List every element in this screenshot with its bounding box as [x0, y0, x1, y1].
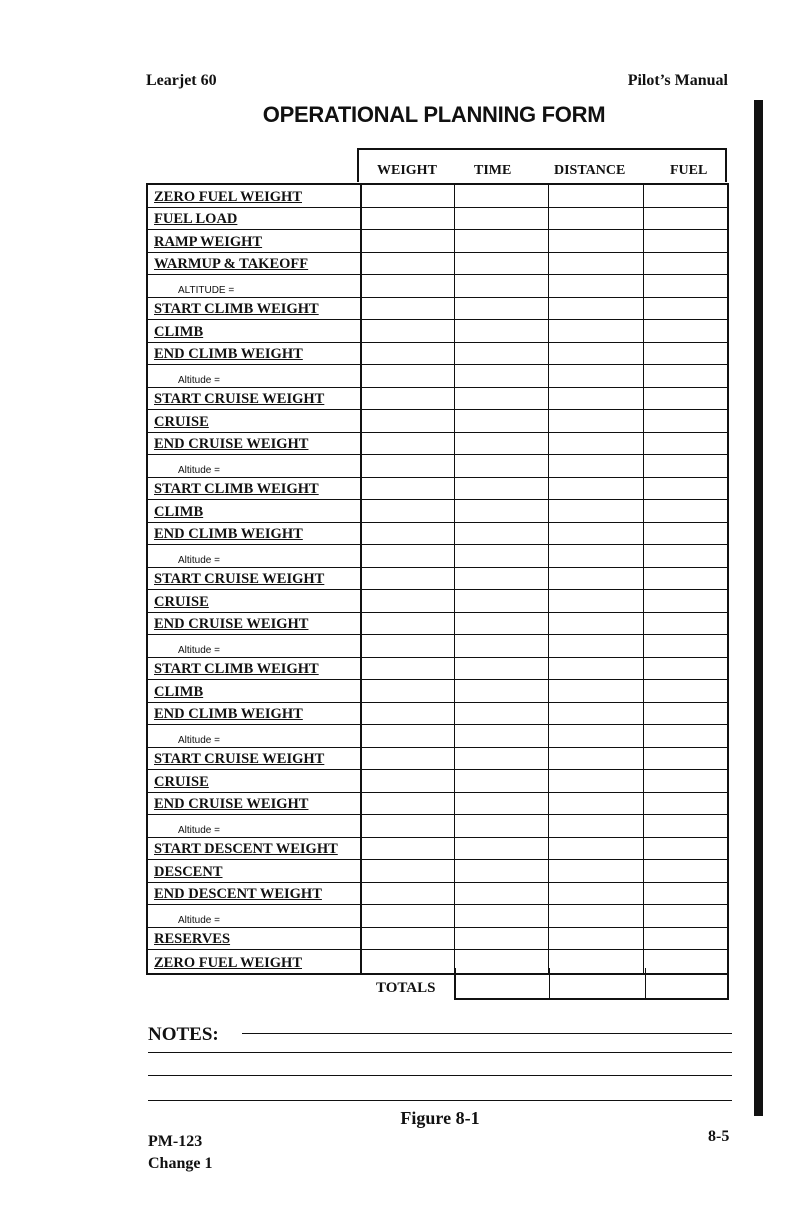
totals-row — [454, 968, 729, 1000]
column-distance: DISTANCE — [554, 163, 626, 178]
row-label-cell — [148, 500, 362, 522]
distance-cell[interactable] — [549, 815, 644, 837]
time-cell[interactable] — [455, 478, 549, 500]
weight-cell[interactable] — [362, 523, 455, 545]
row-label: CLIMB — [154, 323, 204, 340]
weight-cell[interactable] — [362, 275, 455, 297]
notes-line[interactable] — [148, 1100, 732, 1101]
form-row — [148, 185, 727, 208]
row-label-cell — [148, 613, 362, 635]
row-label-cell — [148, 635, 362, 657]
row-label: END CLIMB WEIGHT — [154, 526, 303, 542]
time-cell[interactable] — [455, 545, 549, 567]
weight-cell[interactable] — [362, 613, 455, 635]
fuel-cell[interactable] — [644, 680, 727, 702]
fuel-cell[interactable] — [644, 725, 727, 747]
column-header — [357, 148, 727, 182]
row-label-cell — [148, 298, 362, 320]
form-row — [148, 253, 727, 276]
time-cell[interactable] — [455, 635, 549, 657]
time-cell[interactable] — [455, 613, 549, 635]
fuel-cell[interactable] — [644, 388, 727, 410]
planning-table — [146, 183, 729, 975]
fuel-cell[interactable] — [644, 545, 727, 567]
fuel-cell[interactable] — [644, 455, 727, 477]
fuel-cell[interactable] — [644, 275, 727, 297]
distance-cell[interactable] — [549, 208, 644, 230]
row-label-cell — [148, 230, 362, 252]
fuel-cell[interactable] — [644, 815, 727, 837]
form-row — [148, 680, 727, 703]
change-bar — [754, 100, 763, 1116]
row-label-cell — [148, 703, 362, 725]
form-row — [148, 568, 727, 591]
row-label: CLIMB — [154, 683, 204, 700]
weight-cell[interactable] — [362, 838, 455, 860]
time-cell[interactable] — [455, 725, 549, 747]
form-row — [148, 883, 727, 906]
time-cell[interactable] — [455, 230, 549, 252]
time-cell[interactable] — [455, 253, 549, 275]
fuel-cell[interactable] — [644, 343, 727, 365]
fuel-cell[interactable] — [644, 500, 727, 522]
form-row — [148, 838, 727, 861]
change-number: Change 1 — [148, 1155, 213, 1172]
time-cell[interactable] — [455, 815, 549, 837]
manual-name: Pilot’s Manual — [627, 72, 728, 89]
time-cell[interactable] — [455, 905, 549, 927]
row-label: RESERVES — [154, 931, 231, 947]
altitude-label: Altitude = — [178, 644, 220, 656]
time-cell[interactable] — [455, 455, 549, 477]
row-label-cell — [148, 928, 362, 950]
row-label: DESCENT — [154, 863, 223, 880]
row-label-cell — [148, 860, 362, 882]
row-label-cell — [148, 388, 362, 410]
time-cell[interactable] — [455, 793, 549, 815]
weight-cell[interactable] — [362, 320, 455, 342]
distance-cell[interactable] — [549, 478, 644, 500]
fuel-cell[interactable] — [644, 838, 727, 860]
totals-cell[interactable] — [646, 968, 727, 998]
row-label: START DESCENT WEIGHT — [154, 841, 338, 857]
weight-cell[interactable] — [362, 343, 455, 365]
form-row — [148, 545, 727, 568]
form-row — [148, 455, 727, 478]
time-cell[interactable] — [455, 568, 549, 590]
totals-label: TOTALS — [376, 980, 436, 996]
weight-cell[interactable] — [362, 590, 455, 612]
weight-cell[interactable] — [362, 545, 455, 567]
row-label: END CLIMB WEIGHT — [154, 346, 303, 362]
row-label: RAMP WEIGHT — [154, 233, 263, 250]
row-label-cell — [148, 950, 362, 973]
weight-cell[interactable] — [362, 410, 455, 432]
row-label-cell — [148, 568, 362, 590]
fuel-cell[interactable] — [644, 230, 727, 252]
distance-cell[interactable] — [549, 883, 644, 905]
time-cell[interactable] — [455, 185, 549, 207]
form-row — [148, 815, 727, 838]
row-label-cell — [148, 658, 362, 680]
row-label-cell — [148, 478, 362, 500]
weight-cell[interactable] — [362, 230, 455, 252]
notes-label: NOTES: — [148, 1024, 219, 1045]
weight-cell[interactable] — [362, 455, 455, 477]
distance-cell[interactable] — [549, 635, 644, 657]
fuel-cell[interactable] — [644, 433, 727, 455]
distance-cell[interactable] — [549, 410, 644, 432]
altitude-label: Altitude = — [178, 824, 220, 836]
fuel-cell[interactable] — [644, 590, 727, 612]
row-label: ZERO FUEL WEIGHT — [154, 188, 302, 205]
fuel-cell[interactable] — [644, 523, 727, 545]
altitude-label: Altitude = — [178, 734, 220, 746]
distance-cell[interactable] — [549, 253, 644, 275]
row-label: CRUISE — [154, 773, 209, 790]
weight-cell[interactable] — [362, 793, 455, 815]
row-label: CLIMB — [154, 503, 204, 520]
distance-cell[interactable] — [549, 388, 644, 410]
time-cell[interactable] — [455, 928, 549, 950]
row-label-cell — [148, 455, 362, 477]
time-cell[interactable] — [455, 275, 549, 297]
form-row — [148, 230, 727, 253]
time-cell[interactable] — [455, 500, 549, 522]
form-row — [148, 478, 727, 501]
time-cell[interactable] — [455, 658, 549, 680]
distance-cell[interactable] — [549, 500, 644, 522]
row-label-cell — [148, 725, 362, 747]
weight-cell[interactable] — [362, 635, 455, 657]
row-label-cell — [148, 343, 362, 365]
row-label-cell — [148, 770, 362, 792]
distance-cell[interactable] — [549, 365, 644, 387]
distance-cell[interactable] — [549, 320, 644, 342]
fuel-cell[interactable] — [644, 703, 727, 725]
figure-caption: Figure 8-1 — [400, 1108, 480, 1128]
fuel-cell[interactable] — [644, 928, 727, 950]
time-cell[interactable] — [455, 343, 549, 365]
fuel-cell[interactable] — [644, 568, 727, 590]
row-label-cell — [148, 208, 362, 230]
distance-cell[interactable] — [549, 748, 644, 770]
row-label-cell — [148, 545, 362, 567]
distance-cell[interactable] — [549, 523, 644, 545]
weight-cell[interactable] — [362, 815, 455, 837]
distance-cell[interactable] — [549, 725, 644, 747]
time-cell[interactable] — [455, 433, 549, 455]
row-label: END DESCENT WEIGHT — [154, 886, 322, 902]
form-row — [148, 905, 727, 928]
row-label: END CRUISE WEIGHT — [154, 436, 309, 452]
form-row — [148, 860, 727, 883]
fuel-cell[interactable] — [644, 320, 727, 342]
row-label-cell — [148, 748, 362, 770]
notes-line[interactable] — [242, 1033, 732, 1034]
row-label-cell — [148, 320, 362, 342]
time-cell[interactable] — [455, 838, 549, 860]
form-row — [148, 635, 727, 658]
row-label-cell — [148, 410, 362, 432]
weight-cell[interactable] — [362, 748, 455, 770]
distance-cell[interactable] — [549, 680, 644, 702]
row-label-cell — [148, 680, 362, 702]
time-cell[interactable] — [455, 365, 549, 387]
totals-cell[interactable] — [550, 968, 646, 998]
altitude-label: ALTITUDE = — [178, 284, 235, 296]
distance-cell[interactable] — [549, 703, 644, 725]
time-cell[interactable] — [455, 388, 549, 410]
weight-cell[interactable] — [362, 905, 455, 927]
fuel-cell[interactable] — [644, 793, 727, 815]
weight-cell[interactable] — [362, 770, 455, 792]
time-cell[interactable] — [455, 208, 549, 230]
row-label-cell — [148, 185, 362, 207]
form-row — [148, 298, 727, 321]
form-row — [148, 343, 727, 366]
fuel-cell[interactable] — [644, 770, 727, 792]
row-label: END CLIMB WEIGHT — [154, 706, 303, 722]
fuel-cell[interactable] — [644, 410, 727, 432]
time-cell[interactable] — [455, 883, 549, 905]
fuel-cell[interactable] — [644, 905, 727, 927]
distance-cell[interactable] — [549, 905, 644, 927]
distance-cell[interactable] — [549, 275, 644, 297]
form-row — [148, 793, 727, 816]
time-cell[interactable] — [455, 523, 549, 545]
row-label: CRUISE — [154, 413, 209, 430]
fuel-cell[interactable] — [644, 883, 727, 905]
time-cell[interactable] — [455, 590, 549, 612]
fuel-cell[interactable] — [644, 860, 727, 882]
weight-cell[interactable] — [362, 388, 455, 410]
time-cell[interactable] — [455, 320, 549, 342]
form-row — [148, 658, 727, 681]
time-cell[interactable] — [455, 410, 549, 432]
form-row — [148, 275, 727, 298]
form-row — [148, 748, 727, 771]
time-cell[interactable] — [455, 298, 549, 320]
form-row — [148, 523, 727, 546]
row-label-cell — [148, 275, 362, 297]
weight-cell[interactable] — [362, 208, 455, 230]
row-label: END CRUISE WEIGHT — [154, 616, 309, 632]
fuel-cell[interactable] — [644, 613, 727, 635]
form-row — [148, 388, 727, 411]
fuel-cell[interactable] — [644, 658, 727, 680]
row-label-cell — [148, 590, 362, 612]
notes-line[interactable] — [148, 1075, 732, 1076]
fuel-cell[interactable] — [644, 253, 727, 275]
row-label-cell — [148, 905, 362, 927]
distance-cell[interactable] — [549, 860, 644, 882]
row-label: START CLIMB WEIGHT — [154, 301, 319, 317]
fuel-cell[interactable] — [644, 478, 727, 500]
row-label-cell — [148, 365, 362, 387]
form-row — [148, 433, 727, 456]
distance-cell[interactable] — [549, 568, 644, 590]
totals-cell[interactable] — [456, 968, 550, 998]
fuel-cell[interactable] — [644, 185, 727, 207]
fuel-cell[interactable] — [644, 208, 727, 230]
weight-cell[interactable] — [362, 680, 455, 702]
row-label: END CRUISE WEIGHT — [154, 796, 309, 812]
form-row — [148, 320, 727, 343]
row-label: FUEL LOAD — [154, 211, 238, 227]
manual-aircraft: Learjet 60 — [146, 72, 217, 89]
time-cell[interactable] — [455, 770, 549, 792]
form-row — [148, 590, 727, 613]
weight-cell[interactable] — [362, 365, 455, 387]
row-label: ZERO FUEL WEIGHT — [154, 954, 302, 971]
row-label: START CRUISE WEIGHT — [154, 391, 325, 407]
distance-cell[interactable] — [549, 658, 644, 680]
weight-cell[interactable] — [362, 253, 455, 275]
fuel-cell[interactable] — [644, 365, 727, 387]
distance-cell[interactable] — [549, 928, 644, 950]
form-row — [148, 208, 727, 231]
row-label-cell — [148, 433, 362, 455]
notes-line[interactable] — [148, 1052, 732, 1053]
doc-number: PM-123 — [148, 1133, 203, 1150]
column-weight: WEIGHT — [377, 163, 437, 178]
distance-cell[interactable] — [549, 455, 644, 477]
weight-cell[interactable] — [362, 860, 455, 882]
form-row — [148, 500, 727, 523]
distance-cell[interactable] — [549, 433, 644, 455]
weight-cell[interactable] — [362, 478, 455, 500]
fuel-cell[interactable] — [644, 635, 727, 657]
row-label: CRUISE — [154, 593, 209, 610]
weight-cell[interactable] — [362, 500, 455, 522]
altitude-label: Altitude = — [178, 554, 220, 566]
form-row — [148, 613, 727, 636]
weight-cell[interactable] — [362, 658, 455, 680]
distance-cell[interactable] — [549, 185, 644, 207]
row-label-cell — [148, 883, 362, 905]
column-fuel: FUEL — [670, 163, 708, 178]
page-title: OPERATIONAL PLANNING FORM — [262, 102, 606, 127]
altitude-label: Altitude = — [178, 464, 220, 476]
row-label: START CRUISE WEIGHT — [154, 751, 325, 767]
weight-cell[interactable] — [362, 298, 455, 320]
row-label: WARMUP & TAKEOFF — [154, 256, 309, 272]
page-number: 8-5 — [708, 1128, 730, 1145]
fuel-cell[interactable] — [644, 298, 727, 320]
row-label-cell — [148, 793, 362, 815]
distance-cell[interactable] — [549, 793, 644, 815]
distance-cell[interactable] — [549, 613, 644, 635]
weight-cell[interactable] — [362, 433, 455, 455]
distance-cell[interactable] — [549, 298, 644, 320]
form-row — [148, 770, 727, 793]
row-label-cell — [148, 523, 362, 545]
weight-cell[interactable] — [362, 928, 455, 950]
row-label: START CLIMB WEIGHT — [154, 661, 319, 677]
distance-cell[interactable] — [549, 838, 644, 860]
row-label: START CRUISE WEIGHT — [154, 571, 325, 587]
row-label-cell — [148, 838, 362, 860]
weight-cell[interactable] — [362, 950, 455, 973]
row-label-cell — [148, 815, 362, 837]
form-row — [148, 410, 727, 433]
distance-cell[interactable] — [549, 230, 644, 252]
distance-cell[interactable] — [549, 343, 644, 365]
weight-cell[interactable] — [362, 725, 455, 747]
weight-cell[interactable] — [362, 568, 455, 590]
form-row — [148, 928, 727, 951]
time-cell[interactable] — [455, 860, 549, 882]
weight-cell[interactable] — [362, 883, 455, 905]
row-label-cell — [148, 253, 362, 275]
time-cell[interactable] — [455, 703, 549, 725]
form-row — [148, 725, 727, 748]
time-cell[interactable] — [455, 748, 549, 770]
time-cell[interactable] — [455, 680, 549, 702]
fuel-cell[interactable] — [644, 748, 727, 770]
altitude-label: Altitude = — [178, 914, 220, 926]
form-row — [148, 365, 727, 388]
form-row — [148, 703, 727, 726]
distance-cell[interactable] — [549, 770, 644, 792]
altitude-label: Altitude = — [178, 374, 220, 386]
row-label: START CLIMB WEIGHT — [154, 481, 319, 497]
weight-cell[interactable] — [362, 703, 455, 725]
distance-cell[interactable] — [549, 590, 644, 612]
weight-cell[interactable] — [362, 185, 455, 207]
column-time: TIME — [474, 163, 512, 178]
distance-cell[interactable] — [549, 545, 644, 567]
